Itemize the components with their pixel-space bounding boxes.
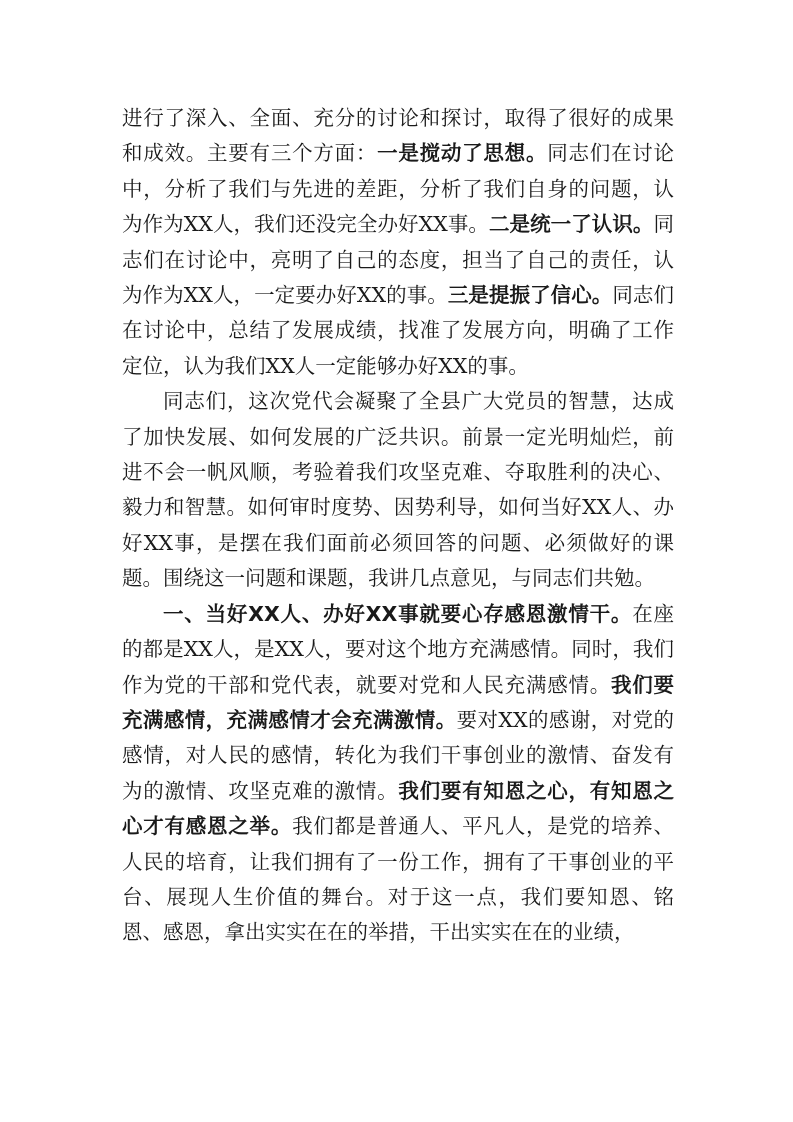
emphasis-run: 我们要充满感情，充满感情才会充满激情。 bbox=[122, 672, 675, 732]
text-run: 同志们，这次党代会凝聚了全县广大党员的智慧，达成了加快发展、如何发展的广泛共识。前景一定光明灿烂，前进不会一帆风顺，考验着我们攻坚克难、夺取胜利的决心、毅力和智慧。如何审时度势、因势利导，如何当好XX人、办好XX事，是摆在我们面前必须回答的问题、必须做好的课题。围绕这一问题和课题，我讲几点意见，与同志们共勉。 bbox=[122, 389, 674, 591]
text-run: 进行了深入、全面、充分的讨论和探讨，取得了很好的成果和成效。主要有三个方面： bbox=[122, 106, 674, 166]
text-run: 我们都是普通人、平凡人，是党的培养、人民的培育，让我们拥有了一份工作，拥有了干事创业的平台、展现人生价值的舞台。对于这一点，我们要知恩、铭恩、感恩，拿出实实在在的举措，干出实实在在的业绩， bbox=[122, 814, 675, 945]
paragraph-3 bbox=[122, 597, 674, 951]
emphasis-run: 我们要有知恩之心，有知恩之心才有感恩之举。 bbox=[122, 778, 675, 839]
text-run: 在座的都是XX人，是XX人，要对这个地方充满感情。同时，我们作为党的干部和党代表，就要对党和人民充满感情。 bbox=[122, 601, 674, 697]
emphasis-run: 二是统一了认识。 bbox=[488, 212, 654, 237]
section-heading: 一、当好XX人、办好XX事就要心存感恩激情干。 bbox=[163, 601, 633, 626]
text-run: 要对XX的感谢，对党的感情，对人民的感情，转化为我们干事创业的激情、奋发有为的激情、攻坚克难的激情。 bbox=[122, 707, 674, 803]
paragraph-1 bbox=[122, 101, 674, 384]
text-run: 同志们在讨论中，总结了发展成绩，找准了发展方向，明确了工作定位，认为我们XX人一定能够办好XX的事。 bbox=[122, 283, 674, 378]
document-page bbox=[122, 101, 674, 951]
paragraph-2 bbox=[122, 384, 674, 596]
emphasis-run: 三是提振了信心。 bbox=[447, 283, 613, 308]
text-run: 同志们在讨论中，分析了我们与先进的差距，分析了我们自身的问题，认为作为XX人，我们还没完全办好XX事。 bbox=[122, 141, 675, 237]
text-run: 同志们在讨论中，亮明了自己的态度，担当了自己的责任，认为作为XX人，一定要办好XX的事。 bbox=[122, 212, 674, 308]
emphasis-run: 一是搅动了思想。 bbox=[377, 141, 548, 166]
